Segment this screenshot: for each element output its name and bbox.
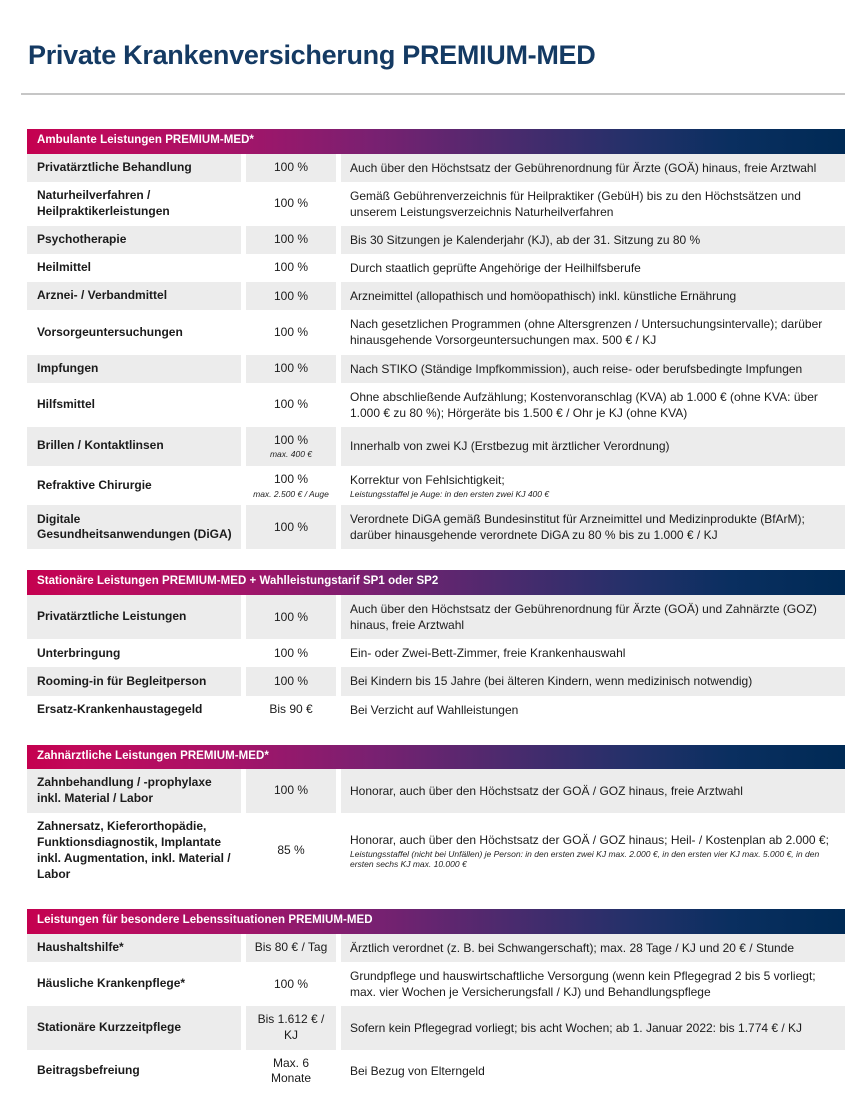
detail-description-cell bbox=[341, 505, 845, 549]
reimbursement-rate-cell bbox=[246, 427, 336, 466]
reimbursement-rate-cell bbox=[246, 934, 336, 962]
detail-footnote: Leistungsstaffel (nicht bei Unfällen) je Person: in den ersten zwei KJ max. 2.000 €, in den ersten vier KJ max. 5.000 €, in den ersten sechs KJ max. 10.000 € bbox=[350, 848, 820, 870]
detail-description-cell bbox=[341, 282, 845, 310]
service-name-cell: Naturheilverfahren / Heilpraktikerleistungen bbox=[27, 182, 241, 226]
service-name-cell: Digitale Gesundheitsanwendungen (DiGA) bbox=[27, 505, 241, 549]
reimbursement-rate-cell bbox=[246, 639, 336, 667]
rate-value: 100 % bbox=[273, 432, 309, 447]
service-name-cell: Zahnersatz, Kieferorthopädie, Funktionsdiagnostik, Implantate inkl. Augmentation, inkl. Material / Labor bbox=[27, 813, 241, 888]
detail-text: Honorar, auch über den Höchstsatz der GOÄ / GOZ hinaus; Heil- / Kostenplan ab 2.000 €; bbox=[350, 832, 829, 847]
detail-text: Auch über den Höchstsatz der Gebührenordnung für Ärzte (GOÄ) und Zahnärzte (GOZ) hinaus, freie Arztwahl bbox=[350, 602, 817, 633]
benefits-table bbox=[27, 769, 845, 888]
detail-description-cell bbox=[341, 962, 845, 1006]
reimbursement-rate-cell bbox=[246, 962, 336, 1006]
reimbursement-rate-cell bbox=[246, 466, 336, 506]
rate-value: 100 % bbox=[273, 260, 309, 275]
rate-value: 100 % bbox=[273, 519, 309, 534]
table-row bbox=[27, 355, 845, 383]
rate-value: 100 % bbox=[273, 783, 309, 798]
service-name-cell: Arznei- / Verbandmittel bbox=[27, 282, 241, 310]
rate-value: 100 % bbox=[273, 976, 309, 991]
service-name-cell: Hilfsmittel bbox=[27, 383, 241, 427]
rate-value: 100 % bbox=[273, 160, 309, 175]
rate-limit-note: max. 400 € bbox=[269, 449, 313, 460]
rate-value: Bis 1.612 € / KJ bbox=[257, 1012, 325, 1042]
table-row bbox=[27, 962, 845, 1006]
reimbursement-rate-cell bbox=[246, 667, 336, 695]
table-row bbox=[27, 226, 845, 254]
rate-value: 100 % bbox=[273, 360, 309, 375]
table-row bbox=[27, 383, 845, 427]
reimbursement-rate-cell bbox=[246, 595, 336, 639]
detail-text: Verordnete DiGA gemäß Bundesinstitut für Arzneimittel und Medizinprodukte (BfArM); darüber hinausgehende verordnete DiGA zu 80 % bis zu 1.000 € / KJ bbox=[350, 512, 805, 543]
table-row bbox=[27, 427, 845, 466]
table-row bbox=[27, 813, 845, 888]
detail-text: Bei Kindern bis 15 Jahre (bei älteren Kindern, wenn medizinisch notwendig) bbox=[350, 674, 753, 689]
service-name-cell: Haushaltshilfe* bbox=[27, 934, 241, 962]
detail-text: Durch staatlich geprüfte Angehörige der Heilhilfsberufe bbox=[350, 261, 641, 276]
detail-description-cell bbox=[341, 254, 845, 282]
detail-text: Arzneimittel (allopathisch und homöopathisch) inkl. künstliche Ernährung bbox=[350, 289, 737, 304]
detail-text: Sofern kein Pflegegrad vorliegt; bis acht Wochen; ab 1. Januar 2022: bis 1.774 € / KJ bbox=[350, 1020, 803, 1035]
detail-description-cell bbox=[341, 696, 845, 724]
table-row bbox=[27, 1006, 845, 1049]
table-row bbox=[27, 505, 845, 549]
rate-value: 100 % bbox=[273, 288, 309, 303]
table-row bbox=[27, 595, 845, 639]
benefits-table bbox=[27, 595, 845, 723]
benefits-section-stationaere bbox=[27, 570, 845, 723]
service-name-cell: Beitragsbefreiung bbox=[27, 1050, 241, 1093]
page-title: Private Krankenversicherung PREMIUM-MED bbox=[28, 40, 596, 71]
reimbursement-rate-cell bbox=[246, 505, 336, 549]
rate-value: Bis 90 € bbox=[269, 701, 313, 716]
detail-description-cell bbox=[341, 182, 845, 226]
reimbursement-rate-cell bbox=[246, 226, 336, 254]
detail-text: Ohne abschließende Aufzählung; Kostenvoranschlag (KVA) ab 1.000 € (ohne KVA: über 1.000 € zu 80 %); Hörgeräte bis 1.500 € / Ohr je KJ (ohne KVA) bbox=[350, 389, 818, 420]
service-name-cell: Ersatz-Krankenhaustagegeld bbox=[27, 696, 241, 724]
table-row bbox=[27, 934, 845, 962]
document-page bbox=[0, 18, 863, 1093]
detail-text: Grundpflege und hauswirtschaftliche Versorgung (wenn kein Pflegegrad 2 bis 5 vorliegt; max. vier Wochen je Versicherungsfall / KJ) und Behandlungspflege bbox=[350, 969, 816, 1000]
benefits-section-lebenssituationen bbox=[27, 909, 845, 1092]
service-name-cell: Häusliche Krankenpflege* bbox=[27, 962, 241, 1006]
table-row bbox=[27, 769, 845, 813]
detail-description-cell bbox=[341, 226, 845, 254]
detail-text: Honorar, auch über den Höchstsatz der GOÄ / GOZ hinaus, freie Arztwahl bbox=[350, 784, 743, 799]
table-row bbox=[27, 667, 845, 695]
detail-description-cell bbox=[341, 466, 845, 506]
table-row bbox=[27, 154, 845, 182]
reimbursement-rate-cell bbox=[246, 1050, 336, 1093]
detail-description-cell bbox=[341, 154, 845, 182]
rate-value: 85 % bbox=[277, 842, 305, 857]
reimbursement-rate-cell bbox=[246, 696, 336, 724]
service-name-cell: Unterbringung bbox=[27, 639, 241, 667]
section-header-zahnaerztliche: Zahnärztliche Leistungen PREMIUM-MED* bbox=[27, 745, 845, 770]
reimbursement-rate-cell bbox=[246, 282, 336, 310]
detail-description-cell bbox=[341, 427, 845, 466]
detail-description-cell bbox=[341, 1006, 845, 1049]
detail-description-cell bbox=[341, 595, 845, 639]
reimbursement-rate-cell bbox=[246, 1006, 336, 1049]
detail-description-cell bbox=[341, 1050, 845, 1093]
benefits-section-ambulante bbox=[27, 129, 845, 549]
service-name-cell: Refraktive Chirurgie bbox=[27, 466, 241, 506]
benefits-section-zahnaerztliche bbox=[27, 745, 845, 889]
reimbursement-rate-cell bbox=[246, 813, 336, 888]
reimbursement-rate-cell bbox=[246, 254, 336, 282]
reimbursement-rate-cell bbox=[246, 310, 336, 354]
detail-text: Nach STIKO (Ständige Impfkommission), auch reise- oder berufsbedingte Impfungen bbox=[350, 361, 803, 376]
rate-value: Bis 80 € / Tag bbox=[254, 940, 328, 955]
service-name-cell: Rooming-in für Begleitperson bbox=[27, 667, 241, 695]
detail-text: Bis 30 Sitzungen je Kalenderjahr (KJ), ab der 31. Sitzung zu 80 % bbox=[350, 233, 701, 248]
detail-text: Ärztlich verordnet (z. B. bei Schwangerschaft); max. 28 Tage / KJ und 20 € / Stunde bbox=[350, 941, 795, 956]
detail-description-cell bbox=[341, 383, 845, 427]
benefits-sections bbox=[0, 129, 863, 1093]
service-name-cell: Psychotherapie bbox=[27, 226, 241, 254]
rate-value: 100 % bbox=[273, 609, 309, 624]
detail-description-cell bbox=[341, 813, 845, 888]
title-divider bbox=[21, 93, 845, 95]
benefits-table bbox=[27, 934, 845, 1093]
service-name-cell: Zahnbehandlung / -prophylaxe inkl. Material / Labor bbox=[27, 769, 241, 813]
detail-text: Bei Bezug von Elterngeld bbox=[350, 1064, 485, 1079]
detail-description-cell bbox=[341, 667, 845, 695]
rate-value: 100 % bbox=[273, 673, 309, 688]
rate-value: 100 % bbox=[273, 232, 309, 247]
section-header-lebenssituationen: Leistungen für besondere Lebenssituationen PREMIUM-MED bbox=[27, 909, 845, 934]
detail-description-cell bbox=[341, 310, 845, 354]
detail-text: Gemäß Gebührenverzeichnis für Heilpraktiker (GebüH) bis zu den Höchstsätzen und unserem Leistungsverzeichnis Naturheilverfahren bbox=[350, 189, 801, 220]
reimbursement-rate-cell bbox=[246, 383, 336, 427]
detail-text: Auch über den Höchstsatz der Gebührenordnung für Ärzte (GOÄ) hinaus, freie Arztwahl bbox=[350, 160, 817, 175]
reimbursement-rate-cell bbox=[246, 769, 336, 813]
detail-description-cell bbox=[341, 769, 845, 813]
reimbursement-rate-cell bbox=[246, 154, 336, 182]
rate-limit-note: max. 2.500 € / Auge bbox=[253, 488, 329, 499]
detail-text: Nach gesetzlichen Programmen (ohne Altersgrenzen / Untersuchungsintervalle); darüber hinausgehende Vorsorgeuntersuchungen max. 500 € / KJ bbox=[350, 317, 823, 348]
table-row bbox=[27, 696, 845, 724]
service-name-cell: Impfungen bbox=[27, 355, 241, 383]
rate-value: 100 % bbox=[273, 472, 309, 487]
reimbursement-rate-cell bbox=[246, 182, 336, 226]
detail-text: Korrektur von Fehlsichtigkeit; bbox=[350, 472, 505, 487]
rate-value: 100 % bbox=[273, 196, 309, 211]
rate-value: 100 % bbox=[273, 324, 309, 339]
service-name-cell: Privatärztliche Behandlung bbox=[27, 154, 241, 182]
service-name-cell: Brillen / Kontaktlinsen bbox=[27, 427, 241, 466]
table-row bbox=[27, 182, 845, 226]
detail-footnote: Leistungsstaffel je Auge: in den ersten zwei KJ 400 € bbox=[350, 488, 550, 499]
table-row bbox=[27, 282, 845, 310]
detail-description-cell bbox=[341, 355, 845, 383]
table-row bbox=[27, 639, 845, 667]
rate-value: 100 % bbox=[273, 396, 309, 411]
table-row bbox=[27, 254, 845, 282]
detail-description-cell bbox=[341, 934, 845, 962]
service-name-cell: Privatärztliche Leistungen bbox=[27, 595, 241, 639]
table-row bbox=[27, 310, 845, 354]
detail-description-cell bbox=[341, 639, 845, 667]
service-name-cell: Heilmittel bbox=[27, 254, 241, 282]
detail-text: Bei Verzicht auf Wahlleistungen bbox=[350, 702, 519, 717]
table-row bbox=[27, 466, 845, 506]
service-name-cell: Stationäre Kurzzeitpflege bbox=[27, 1006, 241, 1049]
reimbursement-rate-cell bbox=[246, 355, 336, 383]
section-header-ambulante: Ambulante Leistungen PREMIUM-MED* bbox=[27, 129, 845, 154]
detail-text: Ein- oder Zwei-Bett-Zimmer, freie Krankenhauswahl bbox=[350, 646, 626, 661]
detail-text: Innerhalb von zwei KJ (Erstbezug mit ärztlicher Verordnung) bbox=[350, 439, 670, 454]
benefits-table bbox=[27, 154, 845, 550]
section-header-stationaere: Stationäre Leistungen PREMIUM-MED + Wahlleistungstarif SP1 oder SP2 bbox=[27, 570, 845, 595]
service-name-cell: Vorsorgeuntersuchungen bbox=[27, 310, 241, 354]
table-row bbox=[27, 1050, 845, 1093]
rate-value: Max. 6 Monate bbox=[270, 1055, 312, 1086]
rate-value: 100 % bbox=[273, 645, 309, 660]
